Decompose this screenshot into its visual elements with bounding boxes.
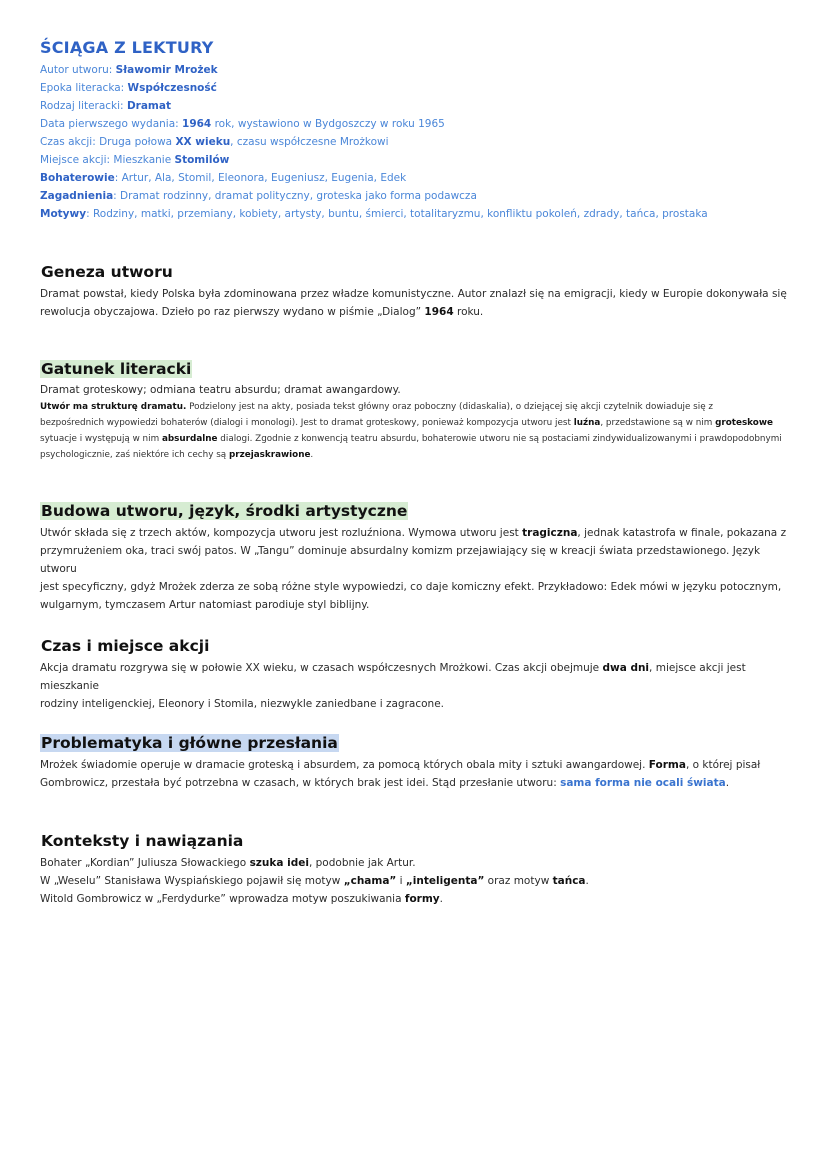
section-heading: Gatunek literacki: [41, 360, 192, 378]
page-title: ŚCIĄGA Z LEKTURY: [40, 38, 214, 57]
gatunek-intro: Dramat groteskowy; odmiana teatru absurdu; dramat awangardowy.: [40, 384, 401, 396]
czas-line-1: Akcja dramatu rozgrywa się w połowie XX wieku, w czasach współczesnych Mrożkowi. Czas akcji obejmuje dwa dni, miejsce akcji jest mieszkanie: [40, 662, 746, 692]
header-block: [40, 38, 792, 223]
section-gatunek: [40, 359, 792, 463]
section-budowa: [40, 501, 792, 614]
meta-motifs: Motywy: Rodziny, matki, przemiany, kobiety, artysty, buntu, śmierci, totalitaryzmu, konfliktu pokoleń, zdrady, tańca, prostaka: [40, 208, 708, 220]
budowa-line-2: przymrużeniem oka, traci swój patos. W „Tangu” dominuje absurdalny komizm przejawiający się w kreacji świata przedstawionego. Język utworu: [40, 545, 761, 575]
section-heading: Budowa utworu, język, środki artystyczne: [41, 502, 408, 520]
section-geneza: [40, 262, 792, 321]
meta-epoch: Epoka literacka: Współczesność: [40, 82, 217, 94]
geneza-line-1: Dramat powstał, kiedy Polska była zdominowana przez władze komunistyczne. Autor znalazł się na emigracji, kiedy w Europie dokonywała się: [40, 288, 787, 300]
meta-heroes: Bohaterowie: Artur, Ala, Stomil, Eleonora, Eugeniusz, Eugenia, Edek: [40, 172, 407, 184]
section-czas: [40, 636, 792, 713]
gatunek-line-4: psychologicznie, zaś niektóre ich cechy są przejaskrawione.: [40, 450, 314, 460]
gatunek-line-2: bezpośrednich wypowiedzi bohaterów (dialogi i monologi). Jest to dramat groteskowy, ponieważ kompozycja utworu jest luźna, przedstawione są w nim groteskowe: [40, 418, 773, 428]
section-heading: Czas i miejsce akcji: [41, 637, 210, 655]
konteksty-line-1: Bohater „Kordian” Juliusza Słowackiego szuka idei, podobnie jak Artur.: [40, 857, 416, 869]
section-heading: Geneza utworu: [41, 263, 173, 281]
meta-place: Miejsce akcji: Mieszkanie Stomilów: [40, 154, 230, 166]
section-konteksty: [40, 831, 792, 908]
czas-line-2: rodziny inteligenckiej, Eleonory i Stomila, niezwykle zaniedbane i zagracone.: [40, 698, 445, 710]
problematyka-line-2: Gombrowicz, przestała być potrzebna w czasach, w których brak jest idei. Stąd przesłanie utworu: sama forma nie ocali świata.: [40, 777, 730, 789]
section-heading: Problematyka i główne przesłania: [41, 734, 338, 752]
konteksty-line-2: W „Weselu” Stanisława Wyspiańskiego pojawił się motyw „chama” i „inteligenta” oraz motyw tańca.: [40, 875, 589, 887]
meta-genre: Rodzaj literacki: Dramat: [40, 100, 171, 112]
section-problematyka: [40, 733, 792, 792]
meta-time: Czas akcji: Druga połowa XX wieku, czasu współczesne Mrożkowi: [40, 136, 389, 148]
geneza-line-2: rewolucja obyczajowa. Dzieło po raz pierwszy wydano w piśmie „Dialog” 1964 roku.: [40, 306, 484, 318]
budowa-line-4: wulgarnym, tymczasem Artur natomiast parodiuje styl biblijny.: [40, 599, 370, 611]
problematyka-line-1: Mrożek świadomie operuje w dramacie groteską i absurdem, za pomocą których obala mity i sztuki awangardowej. Forma, o której pisał: [40, 759, 761, 771]
meta-author: Autor utworu: Sławomir Mrożek: [40, 64, 218, 76]
gatunek-line-3: sytuacje i występują w nim absurdalne dialogi. Zgodnie z konwencją teatru absurdu, bohaterowie utworu nie są postaciami zindywidualizowanymi i prawdopodobnymi: [40, 434, 782, 444]
gatunek-line-1: Utwór ma strukturę dramatu. Podzielony jest na akty, posiada tekst główny oraz poboczny (didaskalia), o dziejącej się akcji czytelnik dowiaduje się z: [40, 402, 714, 412]
budowa-line-3: jest specyficzny, gdyż Mrożek zderza ze sobą różne style wypowiedzi, co daje komiczny efekt. Przykładowo: Edek mówi w języku potocznym,: [40, 581, 782, 593]
section-heading: Konteksty i nawiązania: [41, 832, 244, 850]
meta-issues: Zagadnienia: Dramat rodzinny, dramat polityczny, groteska jako forma podawcza: [40, 190, 477, 202]
budowa-line-1: Utwór składa się z trzech aktów, kompozycja utworu jest rozluźniona. Wymowa utworu jest tragiczna, jednak katastrofa w finale, pokazana z: [40, 527, 787, 539]
meta-first-publication: Data pierwszego wydania: 1964 rok, wystawiono w Bydgoszczy w roku 1965: [40, 118, 445, 130]
konteksty-line-3: Witold Gombrowicz w „Ferdydurke” wprowadza motyw poszukiwania formy.: [40, 893, 443, 905]
